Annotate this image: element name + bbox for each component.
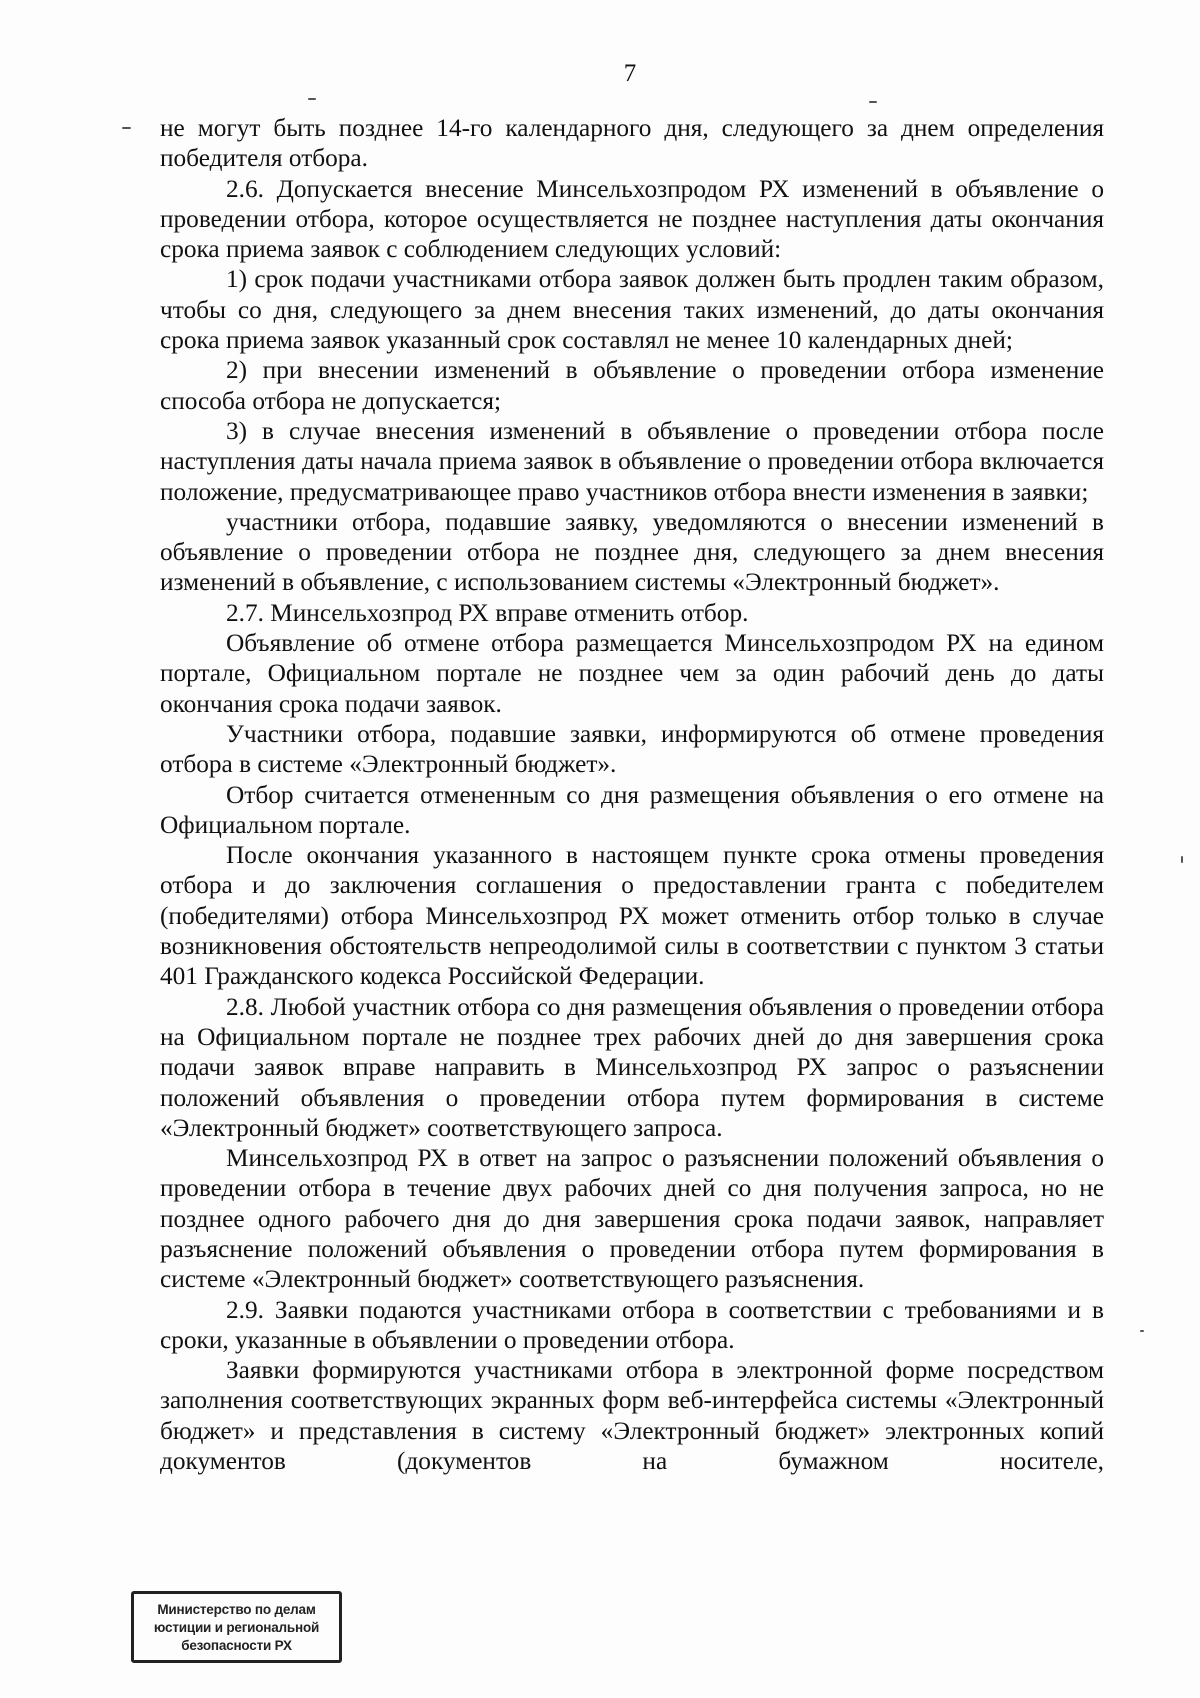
paragraph: 3) в случае внесения изменений в объявление о проведении отбора после наступления даты начала приема заявок в объявление о проведении отбора включается положение, предусматривающее право участников отбора внести изменения в заявки; [160, 416, 1104, 506]
scan-speck [1181, 856, 1183, 863]
paragraph: 2.6. Допускается внесение Минсельхозпродом РХ изменений в объявление о проведении отбора, которое осуществляется не позднее наступления даты окончания срока приема заявок с соблюдением следующих условий: [160, 174, 1104, 264]
paragraph: Минсельхозпрод РХ в ответ на запрос о разъяснении положений объявления о проведении отбора в течение двух рабочих дней со дня получения запроса, но не позднее одного рабочего дня до дня завершения срока подачи заявок, направляет разъяснение положений объявления о проведении отбора путем формирования в системе «Электронный бюджет» соответствующего разъяснения. [160, 1144, 1104, 1294]
paragraph: Заявки формируются участниками отбора в электронной форме посредством заполнения соответствующих экранных форм веб-интерфейса системы «Электронный бюджет» и представления в систему «Электронный бюджет» электронных копий документов (документов на бумажном носителе, [160, 1356, 1104, 1476]
stamp-line: Министерство по делам [157, 1602, 316, 1617]
paragraph: После окончания указанного в настоящем пункте срока отмены проведения отбора и до заключения соглашения о предоставлении гранта с победителем (победителями) отбора Минсельхозпрод РХ может отменить отбор только в случае возникновения обстоятельств непреодолимой силы в соответствии с пунктом 3 статьи 401 Гражданского кодекса Российской Федерации. [160, 841, 1104, 991]
scan-speck [122, 127, 131, 129]
scan-speck [308, 98, 316, 100]
paragraph: 2.8. Любой участник отбора со дня размещения объявления о проведении отбора на Официальном портале не позднее трех рабочих дней до дня завершения срока подачи заявок вправе направить в Минсельхозпрод РХ запрос о разъяснении положений объявления о проведении отбора путем формирования в системе «Электронный бюджет» соответствующего запроса. [160, 992, 1104, 1142]
stamp-line: юстиции и региональной [153, 1620, 320, 1635]
paragraph: Участники отбора, подавшие заявки, информируются об отмене проведения отбора в системе «Электронный бюджет». [160, 719, 1104, 779]
ministry-stamp [131, 1591, 342, 1663]
scan-speck [869, 101, 877, 103]
paragraph: участники отбора, подавшие заявку, уведомляются о внесении изменений в объявление о проведении отбора не позднее дня, следующего за днем внесения изменений в объявление, с использованием системы «Электронный бюджет». [160, 507, 1104, 597]
stamp-line: безопасности РХ [181, 1638, 292, 1653]
paragraph: 1) срок подачи участниками отбора заявок должен быть продлен таким образом, чтобы со дня, следующего за днем внесения таких изменений, до даты окончания срока приема заявок указанный срок составлял не менее 10 календарных дней; [160, 265, 1104, 355]
document-body [160, 113, 1104, 1476]
paragraph: 2.9. Заявки подаются участниками отбора в соответствии с требованиями и в сроки, указанные в объявлении о проведении отбора. [160, 1295, 1104, 1354]
paragraph: не могут быть позднее 14-го календарного дня, следующего за днем определения победителя отбора. [160, 114, 1104, 173]
paragraph: Объявление об отмене отбора размещается Минсельхозпродом РХ на едином портале, Официальном портале не позднее чем за один рабочий день до даты окончания срока подачи заявок. [160, 629, 1104, 718]
scan-speck [1140, 1330, 1144, 1332]
page-number: 7 [623, 60, 637, 87]
paragraph: Отбор считается отмененным со дня размещения объявления о его отмене на Официальном портале. [160, 780, 1104, 839]
paragraph: 2) при внесении изменений в объявление о проведении отбора изменение способа отбора не допускается; [160, 356, 1104, 415]
paragraph: 2.7. Минсельхозпрод РХ вправе отменить отбор. [226, 598, 749, 627]
